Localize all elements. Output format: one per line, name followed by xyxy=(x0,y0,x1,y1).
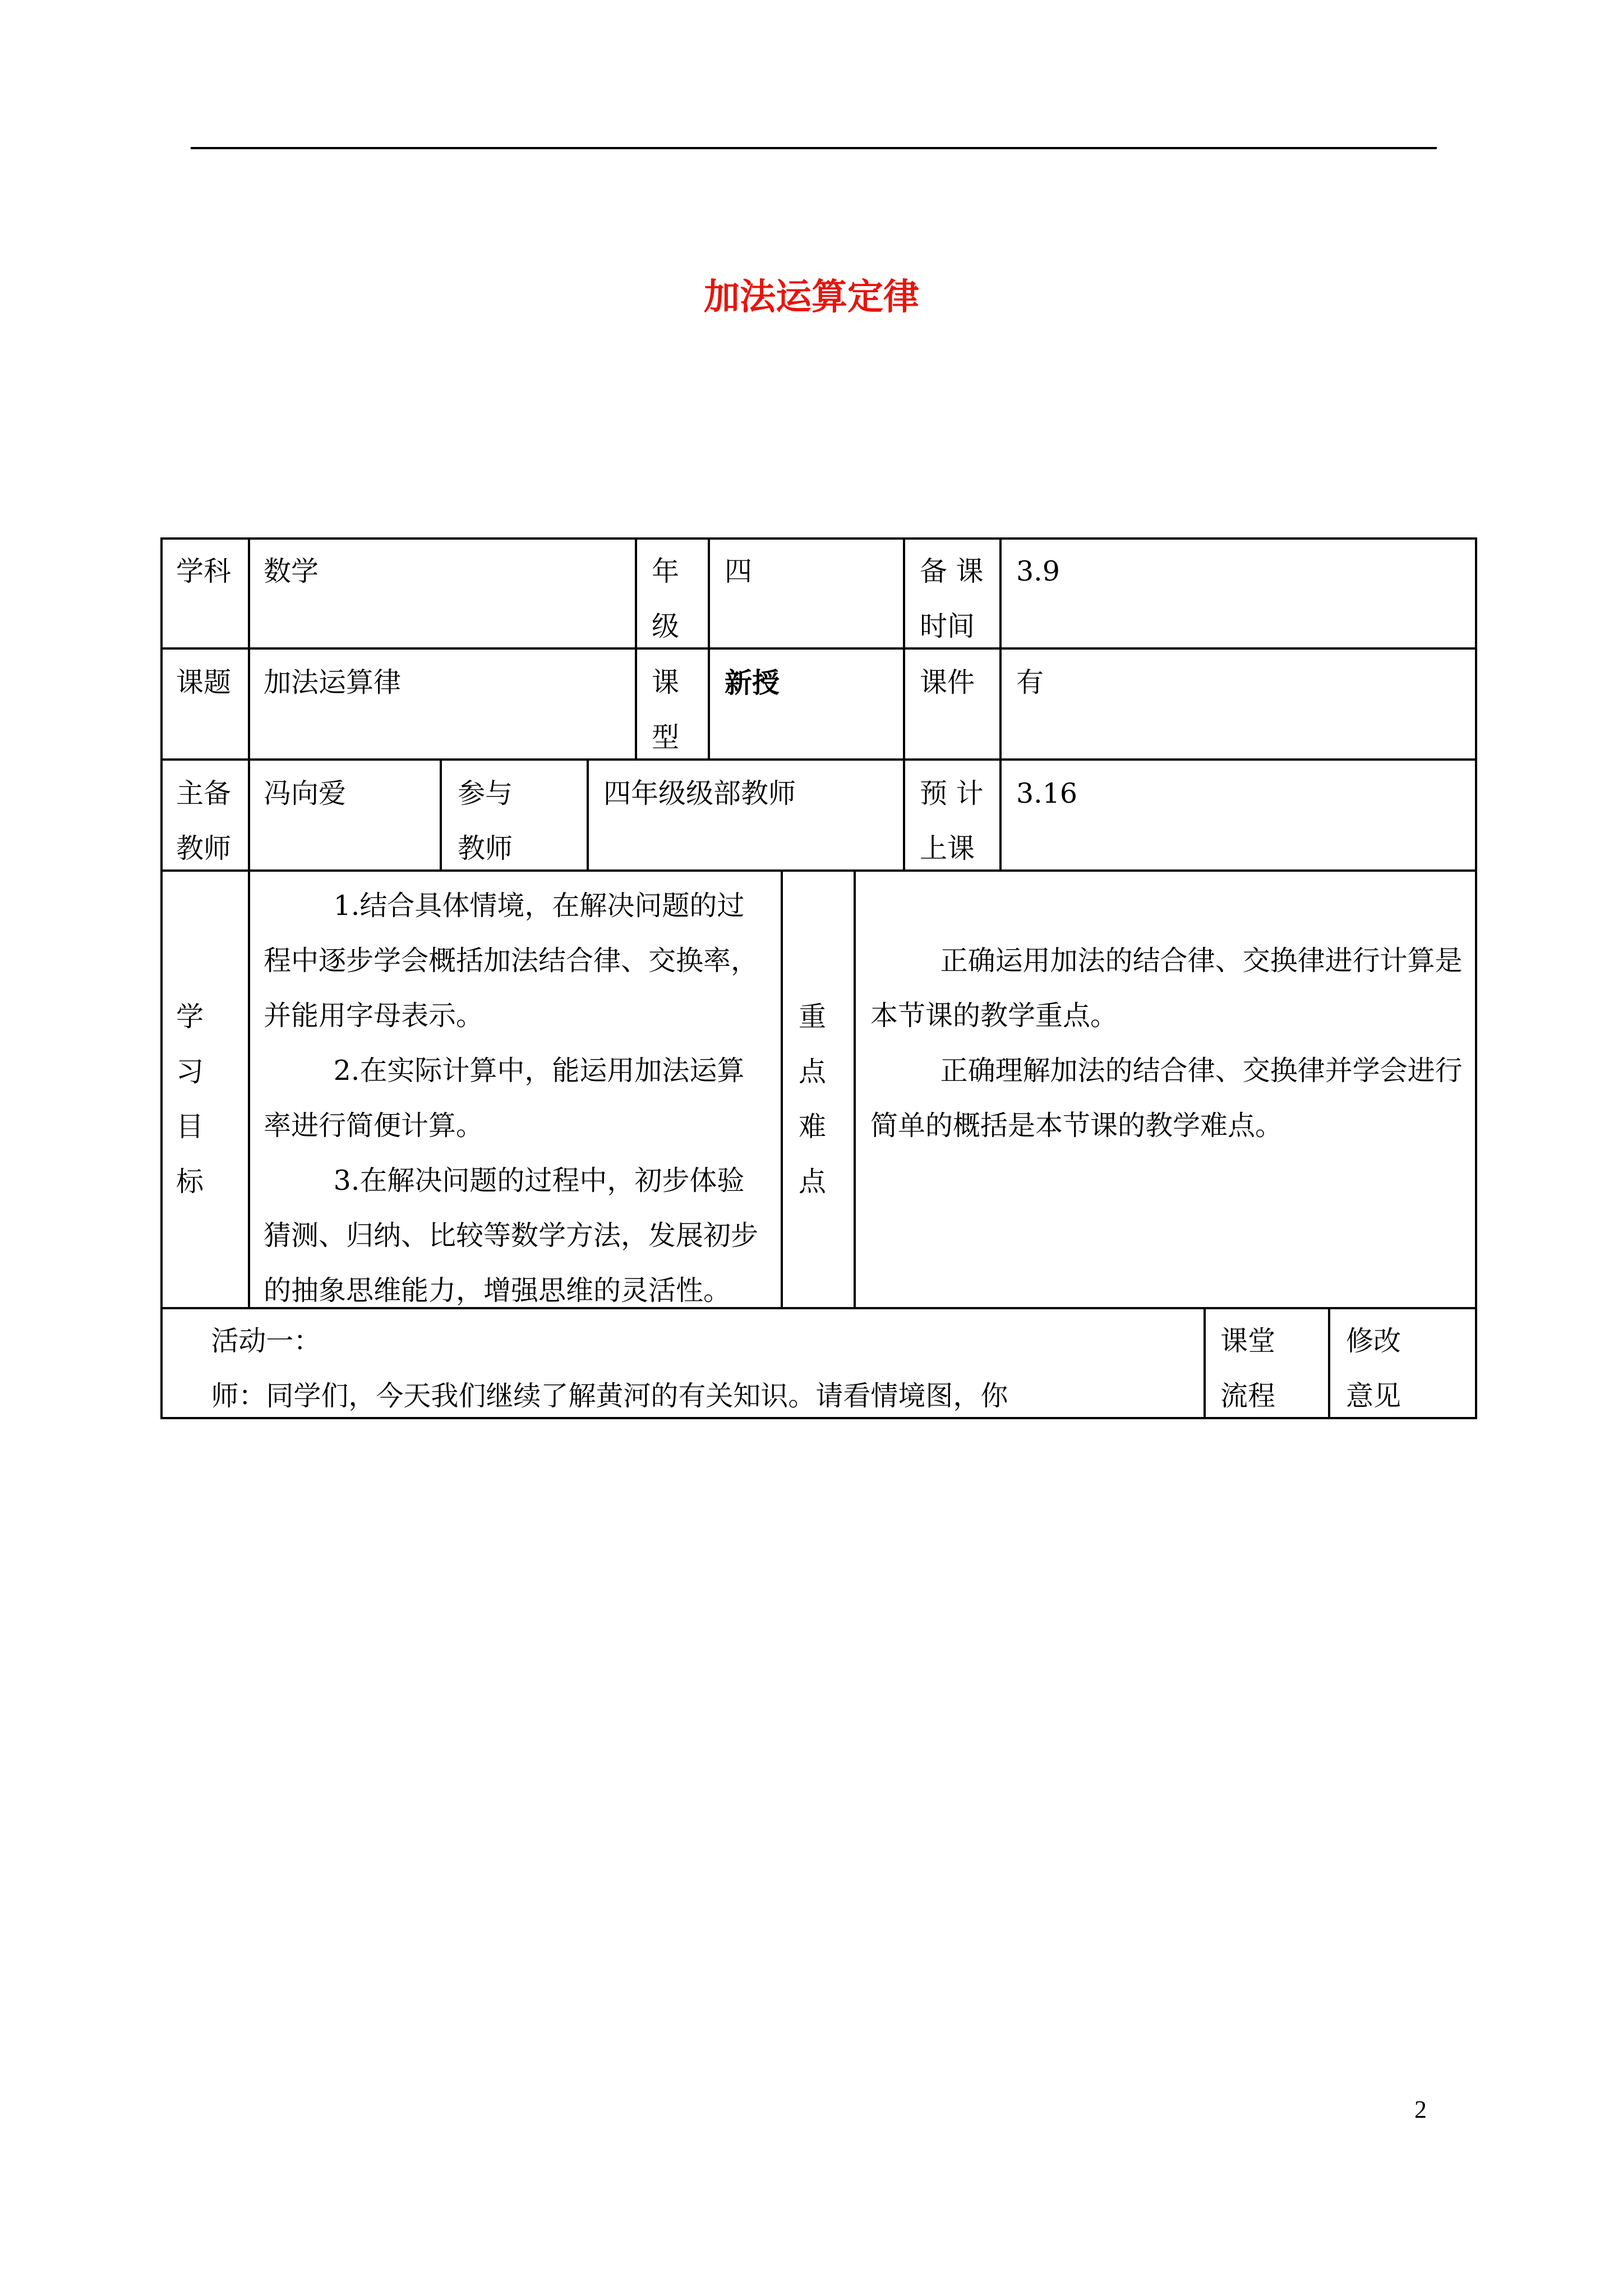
col-divider xyxy=(587,758,589,871)
type-value: 新授 xyxy=(725,666,780,699)
table-border-right xyxy=(1475,537,1477,1419)
col-divider xyxy=(1204,1307,1206,1419)
col-divider xyxy=(248,537,250,1308)
prep-time-label: 备 课 时间 xyxy=(920,555,984,642)
header-rule xyxy=(191,147,1437,149)
subject-value: 数学 xyxy=(264,555,319,587)
keypoints-label: 重 点 难 点 xyxy=(799,1001,827,1198)
planned-label: 预 计 上课 xyxy=(920,777,984,864)
topic-value: 加法运算律 xyxy=(264,666,402,698)
lead-teacher-label: 主备 教师 xyxy=(176,777,232,864)
col-divider xyxy=(1328,1307,1330,1419)
page-number: 2 xyxy=(1414,2096,1427,2123)
type-label: 课 型 xyxy=(652,666,680,753)
keypoints-text: 正确运用加法的结合律、交换律进行计算是本节课的教学重点。 正确理解加法的结合律、交换律并学会进行简单的概括是本节课的教学难点。 xyxy=(870,945,1463,1142)
planned-value: 3.16 xyxy=(1016,777,1078,809)
col-divider xyxy=(708,537,710,760)
row-divider xyxy=(160,758,1477,761)
col-divider xyxy=(903,537,905,871)
revision-label: 修改 意见 xyxy=(1346,1325,1401,1412)
objectives-label: 学 习 目 标 xyxy=(176,1001,204,1198)
table-border-left xyxy=(160,537,163,1419)
col-divider xyxy=(635,537,637,760)
row-divider xyxy=(160,647,1477,650)
row-divider xyxy=(160,869,1477,872)
col-divider xyxy=(999,537,1002,871)
prep-time-value: 3.9 xyxy=(1016,555,1060,587)
table-border-top xyxy=(160,537,1477,540)
courseware-label: 课件 xyxy=(920,666,975,698)
col-divider xyxy=(781,869,783,1308)
page-title: 加法运算定律 xyxy=(704,277,919,318)
subject-label: 学科 xyxy=(176,555,232,587)
grade-value: 四 xyxy=(725,555,753,587)
courseware-value: 有 xyxy=(1016,666,1044,698)
objectives-text: 1.结合具体情境，在解决问题的过程中逐步学会概括加法结合律、交换率，并能用字母表示。 2.在实际计算中，能运用加法运算率进行简便计算。 3.在解决问题的过程中，初步体验猜测、归纳、比较等数学方法，发展初步的抽象思维能力，增强思维的灵活性。 xyxy=(264,890,759,1306)
grade-label: 年 级 xyxy=(652,555,680,642)
col-divider xyxy=(440,758,442,871)
col-divider xyxy=(854,869,856,1308)
lead-teacher-value: 冯向爱 xyxy=(264,777,347,809)
participants-value: 四年级级部教师 xyxy=(603,777,796,809)
activity-text: 活动一： 师：同学们，今天我们继续了解黄河的有关知识。请看情境图，你 xyxy=(211,1325,1008,1412)
participants-label: 参与 教师 xyxy=(458,777,513,864)
flow-label: 课堂 流程 xyxy=(1220,1325,1276,1412)
topic-label: 课题 xyxy=(176,666,232,698)
